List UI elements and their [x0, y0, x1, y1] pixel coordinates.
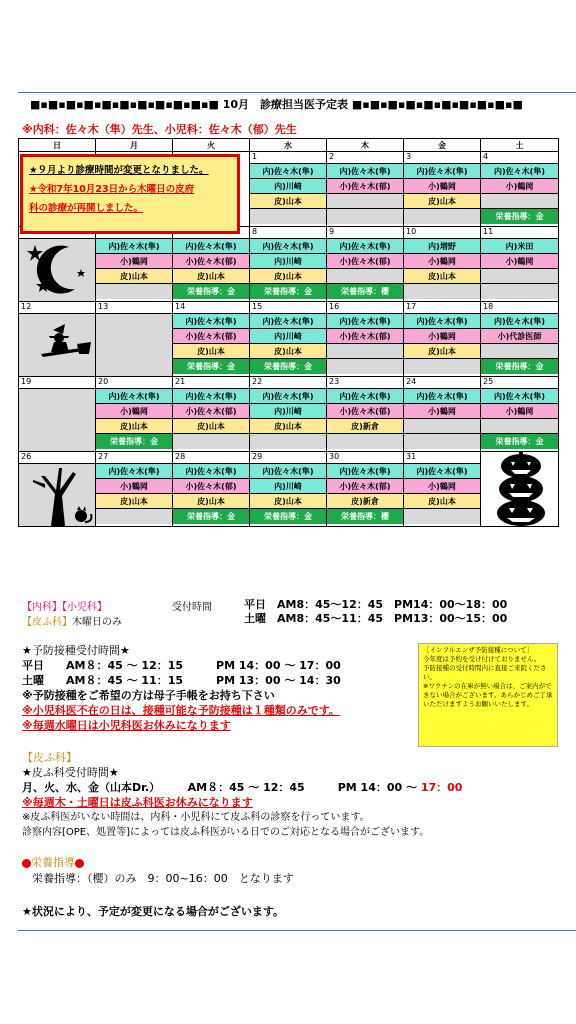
day-cell: [481, 377, 559, 452]
doctor-slot: 内)佐々木(隼): [404, 464, 480, 479]
doctor-slot: 内)佐々木(隼): [481, 164, 558, 179]
doctor-slot: 皮)山本: [404, 494, 480, 509]
day-number: 27: [96, 452, 172, 464]
doctor-slot: 栄養指導：櫻: [327, 284, 403, 299]
doctor-slot: 内)佐々木(隼): [96, 239, 172, 254]
vaccine-section: [22, 643, 341, 733]
day-cell: [404, 227, 481, 302]
day-cell: [250, 377, 327, 452]
day-number: 1: [250, 152, 326, 164]
flu-line-3: ※ワクチンの在庫が無い場合は、ご案内ができない場合がございます。あらかじめご了承いただけますようお願いいたします。: [423, 682, 553, 708]
vaccine-note-2: ※小児科医不在の日は、接種可能な予防接種は１種類のみです。: [22, 704, 340, 717]
doctor-slot: [481, 269, 558, 284]
notice-line-1: [29, 161, 231, 180]
reception-hours: [244, 598, 507, 626]
day-cell: [173, 377, 250, 452]
doctor-slot: 内)川崎: [250, 479, 326, 494]
doctor-slot: [250, 209, 326, 224]
weekday-header-row: [19, 139, 559, 152]
doctor-slot: [96, 509, 172, 524]
vaccine-note-1: ※予防接種をご希望の方は母子手帳をお持ち下さい: [22, 689, 275, 702]
notice-text-3: 科の診療が再開しました。: [29, 203, 144, 214]
doctor-slot: [481, 344, 558, 359]
derm-hours-main: 月、火、水、金（山本Dr.） AM８：45 ～ 12：45 PM 14：00 ～: [22, 781, 417, 794]
day-number: 31: [404, 452, 480, 464]
notice-line-2: [29, 180, 231, 199]
day-number: 12: [19, 302, 95, 314]
doctor-slot: 内)佐々木(隼): [250, 164, 326, 179]
doctor-slot: 内)佐々木(隼): [404, 164, 480, 179]
doctor-note: ※内科：佐々木（隼）先生、小児科：佐々木（郁）先生: [22, 123, 297, 136]
witch-illustration: [21, 314, 95, 378]
calendar-week-row: [19, 377, 559, 452]
day-cell: [481, 152, 559, 227]
doctor-slot: 内)佐々木(隼): [327, 464, 403, 479]
hours-weekday: 平日 AM8：45～12：45 PM14：00～18：00: [244, 598, 508, 611]
day-number: 4: [481, 152, 558, 164]
weekday-sun: 日: [19, 139, 96, 152]
doctor-slot: [327, 359, 403, 374]
calendar-week-row: [19, 452, 559, 527]
doctor-slot: [327, 209, 403, 224]
doctor-slot: 栄養指導：金: [173, 359, 249, 374]
flu-line-1: 今年度は予約を受け付けておりません。: [423, 655, 541, 663]
day-number: 30: [327, 452, 403, 464]
doctor-slot: 内)佐々木(隼): [250, 239, 326, 254]
doctor-slot: 小)鶴岡: [404, 404, 480, 419]
day-cell: [250, 152, 327, 227]
doctor-slot: 内)佐々木(隼): [327, 389, 403, 404]
nutrition-section: [22, 855, 294, 887]
nutrition-heading: 栄養指導: [31, 856, 75, 869]
derm-heading: 【皮ふ科】: [22, 751, 77, 764]
day-number: 26: [19, 452, 95, 464]
legend-hifu: 【皮ふ科】: [22, 617, 72, 628]
reception-label: 受付時間: [172, 602, 212, 613]
day-number: 28: [173, 452, 249, 464]
day-number: 14: [173, 302, 249, 314]
day-number: 17: [404, 302, 480, 314]
day-cell: [19, 302, 96, 377]
day-number: 18: [481, 302, 558, 314]
doctor-slot: 小)佐々木(郁): [173, 479, 249, 494]
doctor-slot: 内)佐々木(隼): [481, 314, 558, 329]
day-cell: [327, 302, 404, 377]
doctor-slot: 栄養指導：金: [173, 284, 249, 299]
doctor-slot: 皮)山本: [404, 194, 480, 209]
doctor-slot: 皮)新倉: [327, 494, 403, 509]
legend-naika: 【内科】: [22, 602, 62, 613]
doctor-slot: 内)増野: [404, 239, 480, 254]
day-number: 29: [250, 452, 326, 464]
doctor-slot: 内)佐々木(隼): [404, 389, 480, 404]
day-number: 2: [327, 152, 403, 164]
legend-hifu-note: 木曜日のみ: [72, 617, 122, 628]
doctor-slot: [481, 419, 558, 434]
doctor-slot: 小)佐々木(郁): [173, 254, 249, 269]
weekday-tue: 火: [173, 139, 250, 152]
doctor-slot: 内)川崎: [250, 329, 326, 344]
doctor-slot: 皮)山本: [96, 419, 172, 434]
doctor-slot: 栄養指導：金: [481, 434, 558, 449]
doctor-slot: 皮)山本: [173, 269, 249, 284]
day-cell: [250, 227, 327, 302]
doctor-slot: 小)鶴岡: [481, 404, 558, 419]
doctor-slot: 皮)山本: [250, 344, 326, 359]
doctor-slot: [404, 284, 480, 299]
doctor-slot: 栄養指導：金: [250, 509, 326, 524]
flu-title: ［インフルエンザ予防接種について］: [423, 646, 534, 654]
day-cell: [250, 302, 327, 377]
doctor-slot: 内)佐々木(隼): [96, 464, 172, 479]
schedule-change-notice: [20, 154, 240, 234]
doctor-slot: 内)佐々木(隼): [250, 314, 326, 329]
doctor-slot: 内)川崎: [250, 179, 326, 194]
day-number: 24: [404, 377, 480, 389]
doctor-slot: 栄養指導：金: [250, 284, 326, 299]
doctor-slot: 内)佐々木(隼): [327, 314, 403, 329]
doctor-slot: 小)代診医師: [481, 329, 558, 344]
day-cell: [327, 227, 404, 302]
doctor-slot: 皮)山本: [250, 269, 326, 284]
day-cell: [96, 227, 173, 302]
doctor-slot: 小)鶴岡: [404, 179, 480, 194]
doctor-slot: 小)佐々木(郁): [327, 479, 403, 494]
day-number: 19: [19, 377, 95, 389]
doctor-slot: 栄養指導：金: [250, 359, 326, 374]
notice-line-3: [29, 199, 231, 218]
doctor-slot: 皮)山本: [250, 494, 326, 509]
derm-hours-end: 17：00: [420, 781, 463, 794]
day-cell: [481, 452, 559, 527]
day-cell: [250, 452, 327, 527]
weekday-wed: 水: [250, 139, 327, 152]
nutrition-heading-row: [22, 855, 294, 871]
doctor-slot: 小)鶴岡: [404, 479, 480, 494]
doctor-slot: [404, 509, 480, 524]
day-cell: [327, 452, 404, 527]
doctor-slot: 皮)山本: [173, 494, 249, 509]
doctor-slot: 皮)山本: [250, 194, 326, 209]
doctor-slot: 内)佐々木(隼): [173, 464, 249, 479]
doctor-slot: [404, 209, 480, 224]
doctor-slot: 栄養指導：金: [173, 509, 249, 524]
flu-vaccine-box: [418, 643, 558, 747]
derm-section: [22, 750, 462, 840]
day-number: 22: [250, 377, 326, 389]
hours-saturday: 土曜 AM8：45～11：45 PM13：00～15：00: [244, 612, 508, 625]
day-cell: [19, 452, 96, 527]
top-rule: [18, 92, 576, 93]
doctor-slot: 栄養指導：金: [481, 209, 558, 224]
doctor-slot: 内)佐々木(隼): [96, 389, 172, 404]
vaccine-weekday: 平日 AM８：45 ～ 12：15 PM 14：00 ～ 17：00: [22, 659, 341, 672]
day-number: 21: [173, 377, 249, 389]
doctor-slot: [327, 434, 403, 449]
doctor-slot: 皮)山本: [173, 344, 249, 359]
doctor-slot: 皮)新倉: [327, 419, 403, 434]
doctor-slot: 栄養指導：金: [481, 359, 558, 374]
weekday-thu: 木: [327, 139, 404, 152]
doctor-slot: 内)佐々木(隼): [173, 239, 249, 254]
day-cell: [96, 302, 173, 377]
doctor-slot: [327, 344, 403, 359]
day-cell: [327, 377, 404, 452]
day-number: 25: [481, 377, 558, 389]
vaccine-note-3: ※毎週水曜日は小児科医お休みになります: [22, 719, 231, 732]
page-title: ■▪■▪■▪■▪■▪■▪■▪■▪■▪■▪■ 10月 診療担当医予定表 ■▪■▪■▪■▪■▪■▪■▪■▪■▪■: [30, 98, 523, 111]
day-number: 20: [96, 377, 172, 389]
doctor-slot: [327, 269, 403, 284]
derm-subheading: ★皮ふ科受付時間★: [22, 766, 119, 779]
derm-note-2: ※皮ふ科医がいない時間は、内科・小児科にて皮ふ科の診察を行っています。: [22, 812, 370, 823]
day-number: 3: [404, 152, 480, 164]
day-cell: [481, 227, 559, 302]
weekday-sat: 土: [481, 139, 559, 152]
day-cell: [481, 302, 559, 377]
derm-note-1: ※毎週木・土曜日は皮ふ科医お休みになります: [22, 796, 253, 809]
legend-shoni: 【小児科】: [62, 602, 107, 613]
notice-text-1: ★９月より診療時間が変更となりました。: [29, 165, 209, 176]
doctor-slot: 皮)山本: [173, 419, 249, 434]
doctor-slot: 皮)山本: [96, 269, 172, 284]
weekday-fri: 金: [404, 139, 481, 152]
day-cell: [404, 302, 481, 377]
derm-note-3: 診察内容[OPE、処置等]によっては皮ふ科医がいる日でのご対応となる場合がございます。: [22, 827, 430, 838]
jack-o-lantern-icon: [483, 452, 559, 526]
doctor-slot: [404, 419, 480, 434]
witch-icon: [21, 314, 95, 374]
doctor-slot: [404, 359, 480, 374]
apple-icon: [22, 859, 31, 868]
day-number: 16: [327, 302, 403, 314]
nutrition-text: 栄養指導：（櫻）のみ 9：00~16：00 となります: [32, 872, 294, 885]
day-number: 15: [250, 302, 326, 314]
flu-line-2: 予防接種の受付時間内に直接ご来院ください。: [423, 664, 547, 681]
vaccine-heading: ★予防接種受付時間★: [22, 644, 130, 657]
doctor-slot: 内)佐々木(隼): [327, 239, 403, 254]
doctor-slot: 小)鶴岡: [96, 404, 172, 419]
doctor-slot: [327, 194, 403, 209]
doctor-slot: 小)佐々木(郁): [327, 329, 403, 344]
tree-illustration: [21, 464, 95, 530]
doctor-slot: 内)佐々木(隼): [250, 389, 326, 404]
doctor-slot: [173, 434, 249, 449]
doctor-slot: [404, 434, 480, 449]
doctor-slot: 内)川崎: [250, 404, 326, 419]
doctor-slot: 栄養指導：櫻: [327, 509, 403, 524]
vaccine-saturday: 土曜 AM８：45 ～ 11：15 PM 13：00 ～ 14：30: [22, 674, 341, 687]
moon-illustration: [21, 239, 95, 305]
doctor-slot: 皮)山本: [404, 344, 480, 359]
doctor-slot: 小)佐々木(郁): [327, 404, 403, 419]
doctor-slot: [481, 284, 558, 299]
day-number: 11: [481, 227, 558, 239]
doctor-slot: 小)鶴岡: [404, 254, 480, 269]
doctor-slot: 小)鶴岡: [96, 254, 172, 269]
doctor-slot: 内)佐々木(隼): [481, 389, 558, 404]
weekday-mon: 月: [96, 139, 173, 152]
day-number: 9: [327, 227, 403, 239]
doctor-slot: 小)鶴岡: [404, 329, 480, 344]
bottom-rule: [18, 930, 576, 931]
doctor-slot: 内)佐々木(隼): [173, 389, 249, 404]
day-cell: [173, 302, 250, 377]
doctor-slot: 小)鶴岡: [481, 179, 558, 194]
apple-icon: [75, 859, 84, 868]
calendar-week-row: [19, 227, 559, 302]
day-cell: [173, 452, 250, 527]
doctor-slot: 小)佐々木(郁): [173, 329, 249, 344]
day-cell: [404, 152, 481, 227]
notice-text-2: ★令和7年10月23日から木曜日の皮府: [29, 184, 195, 195]
spooky-tree-icon: [21, 464, 95, 526]
doctor-slot: 内)佐々木(隼): [250, 464, 326, 479]
doctor-slot: 皮)山本: [96, 494, 172, 509]
calendar-week-row: [19, 302, 559, 377]
footer-note: ★状況により、予定が変更になる場合がございます。: [22, 905, 284, 918]
day-cell: [404, 452, 481, 527]
doctor-slot: 内)米田: [481, 239, 558, 254]
doctor-slot: 内)川崎: [250, 254, 326, 269]
doctor-slot: [96, 284, 172, 299]
day-cell: [96, 452, 173, 527]
doctor-slot: 小)佐々木(郁): [327, 254, 403, 269]
doctor-slot: [250, 434, 326, 449]
doctor-slot: 内)佐々木(隼): [404, 314, 480, 329]
doctor-slot: 皮)山本: [404, 269, 480, 284]
derm-hours: [22, 780, 462, 795]
day-cell: [327, 152, 404, 227]
day-number: 10: [404, 227, 480, 239]
day-cell: [19, 227, 96, 302]
doctor-slot: 小)佐々木(郁): [173, 404, 249, 419]
department-legend: [22, 598, 122, 628]
doctor-slot: 小)鶴岡: [96, 479, 172, 494]
moon-stars-icon: [21, 239, 95, 301]
day-cell: [96, 377, 173, 452]
day-number: 8: [250, 227, 326, 239]
doctor-slot: 内)佐々木(隼): [173, 314, 249, 329]
day-cell: [19, 377, 96, 452]
doctor-slot: 小)鶴岡: [481, 254, 558, 269]
doctor-slot: 栄養指導：金: [96, 434, 172, 449]
day-cell: [404, 377, 481, 452]
day-number: 23: [327, 377, 403, 389]
pumpkins-illustration: [483, 452, 559, 530]
doctor-slot: 内)佐々木(隼): [327, 164, 403, 179]
day-number: 13: [96, 302, 172, 314]
doctor-slot: 皮)山本: [250, 419, 326, 434]
day-cell: [173, 227, 250, 302]
doctor-slot: [481, 194, 558, 209]
doctor-slot: 小)佐々木(郁): [327, 179, 403, 194]
